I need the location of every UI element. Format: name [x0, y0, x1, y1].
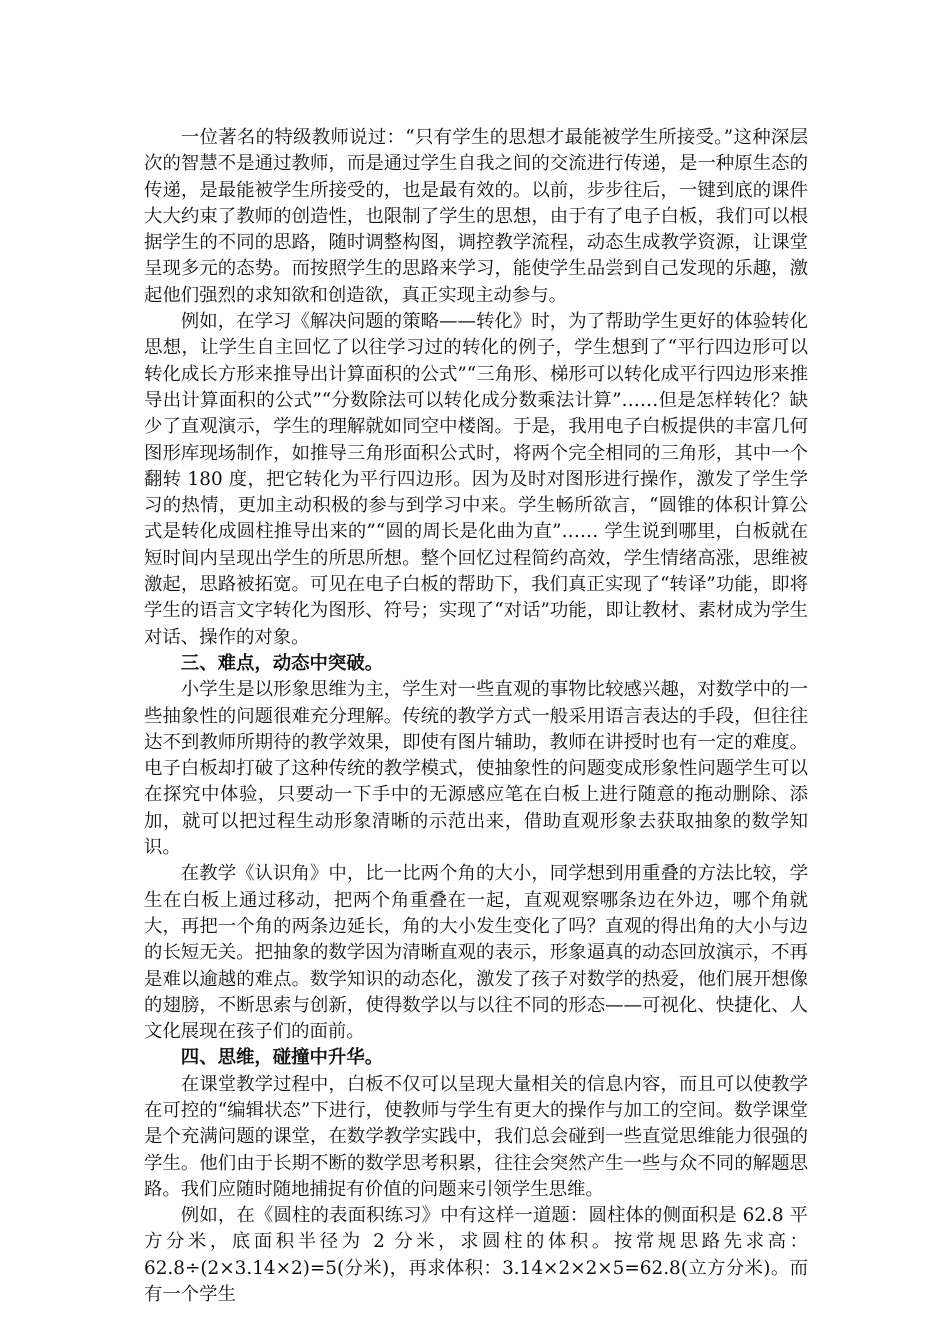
paragraph-2: 例如，在学习《解决问题的策略——转化》时，为了帮助学生更好的体验转化思想，让学生自主回忆了以往学习过的转化的例子，学生想到了“平行四边形可以转化成长方形来推导出计算面积的公式”“三角形、梯形可以转化成平行四边形来推导出计算面积的公式”“分数除法可以转化成分数乘法计算”……但是怎样转化？缺少了直观演示，学生的理解就如同空中楼阁。于是，我用电子白板提供的丰富几何图形库现场制作，如推导三角形面积公式时，将两个完全相同的三角形，其中一个翻转 180 度，把它转化为平行四边形。因为及时对图形进行操作，激发了学生学习的热情，更加主动积极的参与到学习中来。学生畅所欲言，“圆锥的体积计算公式是转化成圆柱推导出来的”“圆的周长是化曲为直”…… 学生说到哪里，白板就在短时间内呈现出学生的所思所想。整个回忆过程简约高效，学生情绪高涨，思维被激起，思路被拓宽。可见在电子白板的帮助下，我们真正实现了“转译”功能，即将学生的语言文字转化为图形、符号；实现了“对话”功能，即让教材、素材成为学生对话、操作的对象。	[144, 311, 808, 648]
section-heading-4: 四、思维，碰撞中升华。	[180, 1047, 384, 1069]
paragraph-1: 一位著名的特级教师说过：“只有学生的思想才最能被学生所接受。”这种深层次的智慧不是通过教师，而是通过学生自我之间的交流进行传递，是一种原生态的传递，是最能被学生所接受的，也是最有效的。以前，步步往后，一键到底的课件大大约束了教师的创造性，也限制了学生的思想，由于有了电子白板，我们可以根据学生的不同的思路，随时调整构图，调控教学流程，动态生成教学资源，让课堂呈现多元的态势。而按照学生的思路来学习，能使学生品尝到自己发现的乐趣，激起他们强烈的求知欲和创造欲，真正实现主动参与。	[144, 127, 808, 306]
paragraph-5: 在课堂教学过程中，白板不仅可以呈现大量相关的信息内容，而且可以使教学在可控的“编辑状态”下进行，使教师与学生有更大的操作与加工的空间。数学课堂是个充满问题的课堂，在数学教学实践中，我们总会碰到一些直觉思维能力很强的学生。他们由于长期不断的数学思考积累，往往会突然产生一些与众不同的解题思路。我们应随时随地捕捉有价值的问题来引领学生思维。	[144, 1073, 808, 1200]
section-heading-3: 三、难点，动态中突破。	[180, 652, 384, 674]
document-body	[144, 125, 808, 1308]
paragraph-4: 在教学《认识角》中，比一比两个角的大小，同学想到用重叠的方法比较，学生在白板上通过移动，把两个角重叠在一起，直观观察哪条边在外边，哪个角就大，再把一个角的两条边延长，角的大小发生变化了吗？直观的得出角的大小与边的长短无关。把抽象的数学因为清晰直观的表示，形象逼真的动态回放演示，不再是难以逾越的难点。数学知识的动态化，激发了孩子对数学的热爱，他们展开想像的翅膀，不断思索与创新，使得数学以与以往不同的形态——可视化、快捷化、人文化展现在孩子们的面前。	[144, 863, 808, 1043]
paragraph-6: 例如，在《圆柱的表面积练习》中有这样一道题：圆柱体的侧面积是 62.8 平方分米，底面积半径为 2 分米，求圆柱的体积。按常规思路先求高：62.8÷(2×3.14×2)=5(分米)，再求体积：3.14×2×2×5=62.8(立方分米)。而有一个学生	[144, 1205, 808, 1306]
paragraph-3: 小学生是以形象思维为主，学生对一些直观的事物比较感兴趣，对数学中的一些抽象性的问题很难充分理解。传统的教学方式一般采用语言表达的手段，但往往达不到教师所期待的教学效果，即使有图片辅助，教师在讲授时也有一定的难度。电子白板却打破了这种传统的教学模式，使抽象性的问题变成形象性问题学生可以在探究中体验，只要动一下手中的无源感应笔在白板上进行随意的拖动删除、添加，就可以把过程生动形象清晰的示范出来，借助直观形象去获取抽象的数学知识。	[144, 679, 808, 859]
